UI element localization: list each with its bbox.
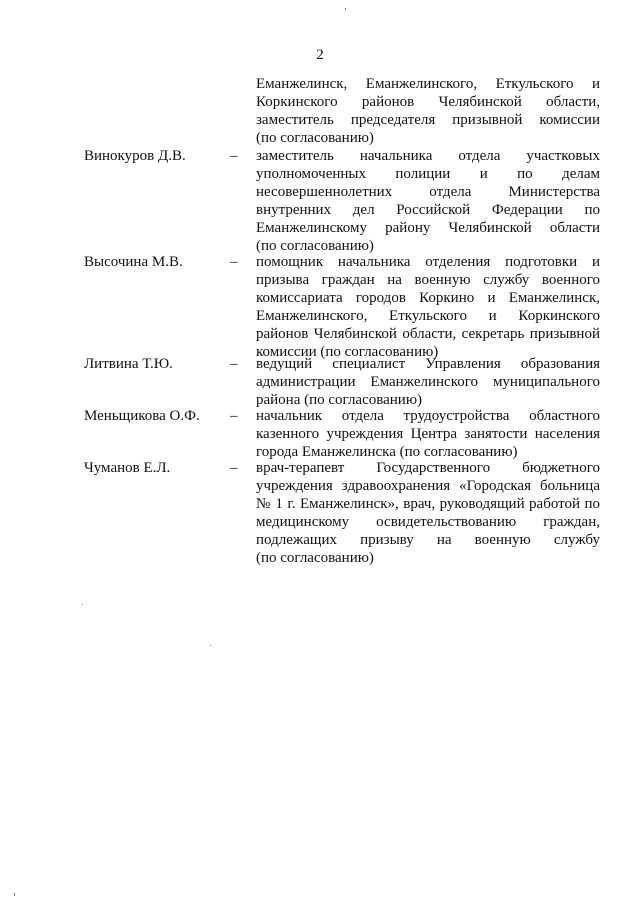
description-line: начальник отдела трудоустройства областного xyxy=(256,408,600,424)
description-line: учреждения здравоохранения «Городская больница xyxy=(256,478,600,494)
description-line: медицинскому освидетельствованию граждан, xyxy=(256,514,600,530)
member-dash: – xyxy=(230,460,238,476)
description-line: № 1 г. Еманжелинск», врач, руководящий работой по xyxy=(256,496,600,512)
member-name: Литвина Т.Ю. xyxy=(84,356,173,372)
description-line: (по согласованию) xyxy=(256,550,374,566)
description-line: города Еманжелинска (по согласованию) xyxy=(256,444,518,460)
description-line: несовершеннолетних отдела Министерства xyxy=(256,184,600,200)
description-line: внутренних дел Российской Федерации по xyxy=(256,202,600,218)
description-line: помощник начальника отделения подготовки и xyxy=(256,254,600,270)
description-line: (по согласованию) xyxy=(256,130,374,146)
description-line: уполномоченных полиции и по делам xyxy=(256,166,600,182)
description-line: комиссариата городов Коркино и Еманжелинск, xyxy=(256,290,600,306)
scan-speck xyxy=(345,8,346,10)
description-line: администрации Еманжелинского муниципального xyxy=(256,374,600,390)
description-line: районов Челябинской области, секретарь призывной xyxy=(256,326,600,342)
description-line: подлежащих призыву на военную службу xyxy=(256,532,600,548)
scan-speck xyxy=(82,604,83,605)
scan-speck xyxy=(210,645,211,646)
description-line: призыва граждан на военную службу военного xyxy=(256,272,600,288)
member-dash: – xyxy=(230,254,238,270)
member-description xyxy=(256,355,600,409)
description-line: заместитель председателя призывной комиссии xyxy=(256,112,600,128)
member-dash: – xyxy=(230,148,238,164)
description-line: Коркинского районов Челябинской области, xyxy=(256,94,600,110)
page-number: 2 xyxy=(316,47,324,63)
member-name: Винокуров Д.В. xyxy=(84,148,186,164)
description-line: врач-терапевт Государственного бюджетного xyxy=(256,460,600,476)
member-description xyxy=(256,459,600,567)
description-line: Еманжелинского, Еткульского и Коркинского xyxy=(256,308,600,324)
description-line: (по согласованию) xyxy=(256,238,374,254)
description-line: казенного учреждения Центра занятости населения xyxy=(256,426,600,442)
member-name: Высочина М.В. xyxy=(84,254,183,270)
description-line: Еманжелинскому району Челябинской области xyxy=(256,220,600,236)
description-line: ведущий специалист Управления образования xyxy=(256,356,600,372)
description-line: комиссии (по согласованию) xyxy=(256,344,439,360)
scan-speck xyxy=(14,893,15,896)
member-dash: – xyxy=(230,408,238,424)
description-line: района (по согласованию) xyxy=(256,392,423,408)
description-line: заместитель начальника отдела участковых xyxy=(256,148,600,164)
member-name: Меньщикова О.Ф. xyxy=(84,408,200,424)
member-description xyxy=(256,407,600,461)
member-name: Чуманов Е.Л. xyxy=(84,460,171,476)
member-dash: – xyxy=(230,356,238,372)
continued-description xyxy=(256,75,600,147)
member-description xyxy=(256,253,600,361)
member-description xyxy=(256,147,600,255)
description-line: Еманжелинск, Еманжелинского, Еткульского и xyxy=(256,76,600,92)
